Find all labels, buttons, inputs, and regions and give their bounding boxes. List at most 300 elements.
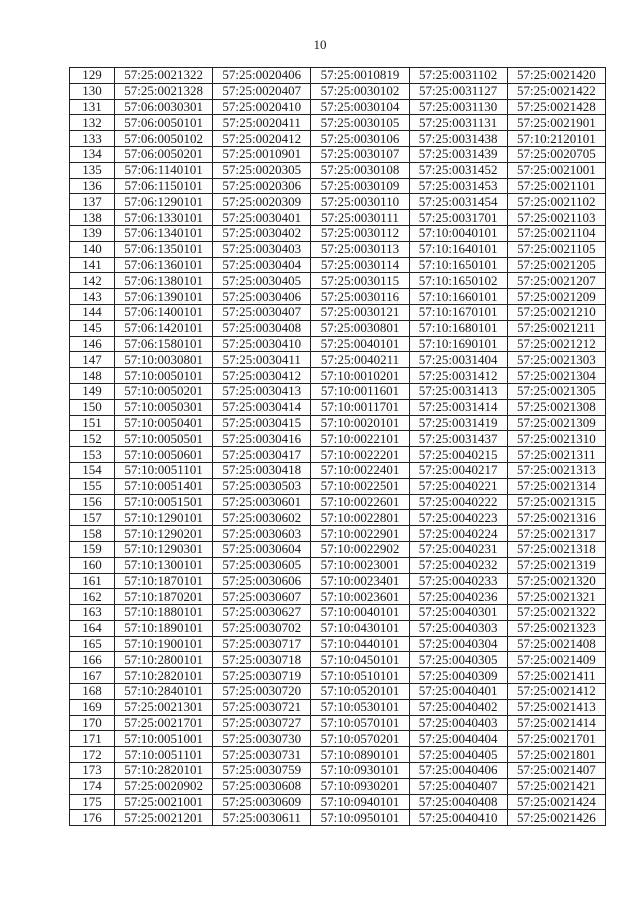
- code-cell: 57:25:0040402: [409, 699, 507, 715]
- table-row: [70, 131, 606, 147]
- row-number-cell: 135: [70, 162, 115, 178]
- table-row: [70, 383, 606, 399]
- table-body: [70, 68, 606, 826]
- code-cell: 57:25:0021311: [507, 447, 605, 463]
- table-row: [70, 304, 606, 320]
- page-number: 10: [313, 37, 327, 52]
- table-row: [70, 715, 606, 731]
- row-number-cell: 167: [70, 668, 115, 684]
- table-row: [70, 478, 606, 494]
- code-cell: 57:06:1140101: [115, 162, 213, 178]
- code-cell: 57:25:0031412: [409, 368, 507, 384]
- code-cell: 57:25:0040401: [409, 684, 507, 700]
- code-cell: 57:25:0040309: [409, 668, 507, 684]
- row-number-cell: 140: [70, 241, 115, 257]
- code-cell: 57:25:0030719: [213, 668, 311, 684]
- code-cell: 57:10:0023401: [311, 573, 409, 589]
- code-cell: 57:25:0030503: [213, 478, 311, 494]
- code-cell: 57:25:0021101: [507, 178, 605, 194]
- table-row: [70, 494, 606, 510]
- code-cell: 57:25:0021103: [507, 210, 605, 226]
- code-cell: 57:25:0040101: [311, 336, 409, 352]
- code-cell: 57:25:0021308: [507, 399, 605, 415]
- code-cell: 57:10:0011601: [311, 383, 409, 399]
- row-number-cell: 138: [70, 210, 115, 226]
- code-cell: 57:25:0030106: [311, 131, 409, 147]
- table-row: [70, 431, 606, 447]
- code-cell: 57:10:0051401: [115, 478, 213, 494]
- code-cell: 57:10:0020101: [311, 415, 409, 431]
- row-number-cell: 133: [70, 131, 115, 147]
- code-cell: 57:25:0021207: [507, 273, 605, 289]
- code-cell: 57:10:1650102: [409, 273, 507, 289]
- row-number-cell: 162: [70, 589, 115, 605]
- table-row: [70, 731, 606, 747]
- code-cell: 57:06:1330101: [115, 210, 213, 226]
- code-cell: 57:10:0440101: [311, 636, 409, 652]
- code-cell: 57:10:2840101: [115, 684, 213, 700]
- table-row: [70, 146, 606, 162]
- table-row: [70, 178, 606, 194]
- code-cell: 57:25:0040217: [409, 462, 507, 478]
- code-cell: 57:10:1670101: [409, 304, 507, 320]
- code-cell: 57:25:0021321: [507, 589, 605, 605]
- code-cell: 57:25:0030408: [213, 320, 311, 336]
- code-cell: 57:25:0030404: [213, 257, 311, 273]
- code-cell: 57:25:0031438: [409, 131, 507, 147]
- code-cell: 57:25:0030717: [213, 636, 311, 652]
- table-row: [70, 115, 606, 131]
- code-cell: 57:06:1360101: [115, 257, 213, 273]
- code-cell: 57:25:0040408: [409, 794, 507, 810]
- code-cell: 57:25:0031131: [409, 115, 507, 131]
- row-number-cell: 156: [70, 494, 115, 510]
- code-cell: 57:10:0950101: [311, 810, 409, 826]
- code-cell: 57:25:0030405: [213, 273, 311, 289]
- code-cell: 57:25:0031437: [409, 431, 507, 447]
- code-cell: 57:25:0020309: [213, 194, 311, 210]
- code-cell: 57:25:0040223: [409, 510, 507, 526]
- row-number-cell: 154: [70, 462, 115, 478]
- code-cell: 57:10:1870201: [115, 589, 213, 605]
- code-cell: 57:25:0040404: [409, 731, 507, 747]
- code-cell: 57:25:0040211: [311, 352, 409, 368]
- row-number-cell: 146: [70, 336, 115, 352]
- table-row: [70, 747, 606, 763]
- code-cell: 57:25:0021310: [507, 431, 605, 447]
- table-row: [70, 257, 606, 273]
- code-cell: 57:25:0020406: [213, 68, 311, 84]
- code-cell: 57:10:0940101: [311, 794, 409, 810]
- code-cell: 57:25:0030105: [311, 115, 409, 131]
- code-cell: 57:25:0021701: [507, 731, 605, 747]
- row-number-cell: 166: [70, 652, 115, 668]
- code-cell: 57:25:0040233: [409, 573, 507, 589]
- code-cell: 57:25:0030611: [213, 810, 311, 826]
- code-cell: 57:10:0022101: [311, 431, 409, 447]
- code-cell: 57:25:0030721: [213, 699, 311, 715]
- code-cell: 57:25:0021205: [507, 257, 605, 273]
- code-cell: 57:25:0030110: [311, 194, 409, 210]
- code-cell: 57:25:0021314: [507, 478, 605, 494]
- table-row: [70, 684, 606, 700]
- row-number-cell: 150: [70, 399, 115, 415]
- code-cell: 57:25:0031453: [409, 178, 507, 194]
- code-cell: 57:06:1580101: [115, 336, 213, 352]
- row-number-cell: 171: [70, 731, 115, 747]
- code-cell: 57:25:0021428: [507, 99, 605, 115]
- table-row: [70, 162, 606, 178]
- code-cell: 57:06:1290101: [115, 194, 213, 210]
- table-row: [70, 241, 606, 257]
- code-cell: 57:25:0010819: [311, 68, 409, 84]
- table-row: [70, 83, 606, 99]
- table-row: [70, 541, 606, 557]
- row-number-cell: 147: [70, 352, 115, 368]
- code-cell: 57:25:0030727: [213, 715, 311, 731]
- code-cell: 57:25:0021305: [507, 383, 605, 399]
- code-cell: 57:10:0450101: [311, 652, 409, 668]
- code-cell: 57:10:0050201: [115, 383, 213, 399]
- code-cell: 57:25:0030115: [311, 273, 409, 289]
- code-cell: 57:10:0022401: [311, 462, 409, 478]
- code-cell: 57:25:0021422: [507, 83, 605, 99]
- code-cell: 57:10:0520101: [311, 684, 409, 700]
- code-cell: 57:10:0030801: [115, 352, 213, 368]
- code-cell: 57:25:0021413: [507, 699, 605, 715]
- code-cell: 57:25:0021424: [507, 794, 605, 810]
- row-number-cell: 157: [70, 510, 115, 526]
- code-cell: 57:25:0030416: [213, 431, 311, 447]
- code-cell: 57:25:0030104: [311, 99, 409, 115]
- code-cell: 57:10:0050501: [115, 431, 213, 447]
- row-number-cell: 161: [70, 573, 115, 589]
- code-cell: 57:10:1890101: [115, 620, 213, 636]
- code-cell: 57:25:0030602: [213, 510, 311, 526]
- row-number-cell: 136: [70, 178, 115, 194]
- table-row: [70, 699, 606, 715]
- table-row: [70, 225, 606, 241]
- code-cell: 57:25:0031414: [409, 399, 507, 415]
- code-cell: 57:25:0030121: [311, 304, 409, 320]
- code-cell: 57:25:0030112: [311, 225, 409, 241]
- code-cell: 57:25:0021105: [507, 241, 605, 257]
- row-number-cell: 144: [70, 304, 115, 320]
- code-cell: 57:25:0021322: [507, 605, 605, 621]
- table-row: [70, 352, 606, 368]
- code-cell: 57:10:0022902: [311, 541, 409, 557]
- code-cell: 57:25:0040410: [409, 810, 507, 826]
- table-row: [70, 605, 606, 621]
- code-cell: 57:25:0031127: [409, 83, 507, 99]
- code-cell: 57:25:0030406: [213, 289, 311, 305]
- row-number-cell: 159: [70, 541, 115, 557]
- code-cell: 57:25:0030411: [213, 352, 311, 368]
- code-cell: 57:10:1290201: [115, 526, 213, 542]
- code-cell: 57:25:0021001: [115, 794, 213, 810]
- code-cell: 57:25:0030109: [311, 178, 409, 194]
- code-cell: 57:25:0020305: [213, 162, 311, 178]
- code-cell: 57:25:0040236: [409, 589, 507, 605]
- code-cell: 57:10:0530101: [311, 699, 409, 715]
- table-row: [70, 620, 606, 636]
- row-number-cell: 168: [70, 684, 115, 700]
- row-number-cell: 141: [70, 257, 115, 273]
- code-cell: 57:25:0040301: [409, 605, 507, 621]
- table-row: [70, 194, 606, 210]
- code-cell: 57:25:0040403: [409, 715, 507, 731]
- code-cell: 57:25:0021322: [115, 68, 213, 84]
- code-cell: 57:25:0040407: [409, 778, 507, 794]
- code-cell: 57:10:2820101: [115, 763, 213, 779]
- code-cell: 57:25:0030702: [213, 620, 311, 636]
- code-cell: 57:10:1690101: [409, 336, 507, 352]
- code-cell: 57:10:2820101: [115, 668, 213, 684]
- code-cell: 57:25:0030605: [213, 557, 311, 573]
- code-cell: 57:25:0021102: [507, 194, 605, 210]
- code-cell: 57:10:0022601: [311, 494, 409, 510]
- code-cell: 57:25:0030718: [213, 652, 311, 668]
- code-cell: 57:25:0031413: [409, 383, 507, 399]
- code-cell: 57:10:0051501: [115, 494, 213, 510]
- code-cell: 57:25:0021801: [507, 747, 605, 763]
- row-number-cell: 129: [70, 68, 115, 84]
- code-cell: 57:25:0021309: [507, 415, 605, 431]
- code-cell: 57:25:0021318: [507, 541, 605, 557]
- code-cell: 57:25:0021409: [507, 652, 605, 668]
- code-cell: 57:25:0021901: [507, 115, 605, 131]
- code-cell: 57:10:0570101: [311, 715, 409, 731]
- row-number-cell: 172: [70, 747, 115, 763]
- code-cell: 57:10:0040101: [409, 225, 507, 241]
- code-cell: 57:25:0021211: [507, 320, 605, 336]
- code-cell: 57:10:0010201: [311, 368, 409, 384]
- code-cell: 57:06:0050201: [115, 146, 213, 162]
- code-cell: 57:06:1150101: [115, 178, 213, 194]
- table-row: [70, 668, 606, 684]
- table-row: [70, 399, 606, 415]
- code-cell: 57:25:0030417: [213, 447, 311, 463]
- code-cell: 57:25:0030415: [213, 415, 311, 431]
- code-cell: 57:25:0030108: [311, 162, 409, 178]
- cadastral-codes-table: [69, 67, 606, 826]
- code-cell: 57:10:0022901: [311, 526, 409, 542]
- code-cell: 57:25:0030603: [213, 526, 311, 542]
- row-number-cell: 173: [70, 763, 115, 779]
- code-cell: 57:06:1420101: [115, 320, 213, 336]
- code-cell: 57:10:0022501: [311, 478, 409, 494]
- row-number-cell: 139: [70, 225, 115, 241]
- code-cell: 57:25:0020411: [213, 115, 311, 131]
- table-row: [70, 794, 606, 810]
- code-cell: 57:25:0030627: [213, 605, 311, 621]
- row-number-cell: 155: [70, 478, 115, 494]
- code-cell: 57:10:1660101: [409, 289, 507, 305]
- code-cell: 57:06:1380101: [115, 273, 213, 289]
- table-row: [70, 415, 606, 431]
- code-cell: 57:10:0022201: [311, 447, 409, 463]
- code-cell: 57:10:1290301: [115, 541, 213, 557]
- row-number-cell: 153: [70, 447, 115, 463]
- code-cell: 57:25:0030407: [213, 304, 311, 320]
- code-cell: 57:25:0030113: [311, 241, 409, 257]
- code-cell: 57:25:0020902: [115, 778, 213, 794]
- code-cell: 57:25:0031102: [409, 68, 507, 84]
- row-number-cell: 142: [70, 273, 115, 289]
- code-cell: 57:25:0021421: [507, 778, 605, 794]
- code-cell: 57:25:0030609: [213, 794, 311, 810]
- row-number-cell: 145: [70, 320, 115, 336]
- code-cell: 57:25:0021303: [507, 352, 605, 368]
- code-cell: 57:10:0040101: [311, 605, 409, 621]
- code-cell: 57:25:0021209: [507, 289, 605, 305]
- code-cell: 57:25:0031701: [409, 210, 507, 226]
- code-cell: 57:06:0050101: [115, 115, 213, 131]
- code-cell: 57:25:0021001: [507, 162, 605, 178]
- row-number-cell: 165: [70, 636, 115, 652]
- code-cell: 57:25:0021317: [507, 526, 605, 542]
- code-cell: 57:25:0021407: [507, 763, 605, 779]
- row-number-cell: 174: [70, 778, 115, 794]
- table-row: [70, 810, 606, 826]
- code-cell: 57:25:0021420: [507, 68, 605, 84]
- code-cell: 57:25:0020407: [213, 83, 311, 99]
- row-number-cell: 143: [70, 289, 115, 305]
- row-number-cell: 170: [70, 715, 115, 731]
- code-cell: 57:25:0040231: [409, 541, 507, 557]
- code-cell: 57:25:0021412: [507, 684, 605, 700]
- code-cell: 57:25:0020306: [213, 178, 311, 194]
- table-row: [70, 573, 606, 589]
- row-number-cell: 158: [70, 526, 115, 542]
- code-cell: 57:25:0031404: [409, 352, 507, 368]
- code-cell: 57:25:0021319: [507, 557, 605, 573]
- row-number-cell: 148: [70, 368, 115, 384]
- code-cell: 57:10:0023601: [311, 589, 409, 605]
- code-cell: 57:25:0020705: [507, 146, 605, 162]
- table-row: [70, 289, 606, 305]
- table-row: [70, 447, 606, 463]
- code-cell: 57:10:0050401: [115, 415, 213, 431]
- row-number-cell: 176: [70, 810, 115, 826]
- code-cell: 57:06:0050102: [115, 131, 213, 147]
- code-cell: 57:10:0011701: [311, 399, 409, 415]
- code-cell: 57:25:0010901: [213, 146, 311, 162]
- table-row: [70, 763, 606, 779]
- row-number-cell: 130: [70, 83, 115, 99]
- code-cell: 57:10:0050601: [115, 447, 213, 463]
- code-cell: 57:25:0030801: [311, 320, 409, 336]
- row-number-cell: 149: [70, 383, 115, 399]
- code-cell: 57:10:0051101: [115, 747, 213, 763]
- code-cell: 57:10:1650101: [409, 257, 507, 273]
- code-cell: 57:25:0040222: [409, 494, 507, 510]
- code-cell: 57:25:0030414: [213, 399, 311, 415]
- code-cell: 57:06:1390101: [115, 289, 213, 305]
- code-cell: 57:10:1300101: [115, 557, 213, 573]
- code-cell: 57:25:0021328: [115, 83, 213, 99]
- row-number-cell: 134: [70, 146, 115, 162]
- code-cell: 57:25:0021313: [507, 462, 605, 478]
- code-cell: 57:25:0030402: [213, 225, 311, 241]
- code-cell: 57:25:0020410: [213, 99, 311, 115]
- code-cell: 57:25:0031452: [409, 162, 507, 178]
- table-row: [70, 636, 606, 652]
- table-row: [70, 589, 606, 605]
- code-cell: 57:10:0050101: [115, 368, 213, 384]
- row-number-cell: 175: [70, 794, 115, 810]
- code-cell: 57:10:1680101: [409, 320, 507, 336]
- code-cell: 57:25:0040405: [409, 747, 507, 763]
- code-cell: 57:10:0430101: [311, 620, 409, 636]
- code-cell: 57:10:0050301: [115, 399, 213, 415]
- code-cell: 57:25:0021315: [507, 494, 605, 510]
- code-cell: 57:10:2120101: [507, 131, 605, 147]
- table-row: [70, 99, 606, 115]
- code-cell: 57:10:0023001: [311, 557, 409, 573]
- code-cell: 57:10:0022801: [311, 510, 409, 526]
- code-cell: 57:10:1900101: [115, 636, 213, 652]
- row-number-cell: 160: [70, 557, 115, 573]
- code-cell: 57:10:1290101: [115, 510, 213, 526]
- code-cell: 57:25:0030111: [311, 210, 409, 226]
- code-cell: 57:25:0040215: [409, 447, 507, 463]
- table-row: [70, 462, 606, 478]
- table-row: [70, 336, 606, 352]
- code-cell: 57:06:1340101: [115, 225, 213, 241]
- code-cell: 57:25:0040305: [409, 652, 507, 668]
- code-cell: 57:25:0021323: [507, 620, 605, 636]
- code-cell: 57:10:0051101: [115, 462, 213, 478]
- code-cell: 57:25:0040224: [409, 526, 507, 542]
- code-cell: 57:25:0030401: [213, 210, 311, 226]
- code-cell: 57:25:0040232: [409, 557, 507, 573]
- code-cell: 57:25:0030731: [213, 747, 311, 763]
- table-row: [70, 368, 606, 384]
- code-cell: 57:25:0030607: [213, 589, 311, 605]
- code-cell: 57:10:1880101: [115, 605, 213, 621]
- table-row: [70, 652, 606, 668]
- code-cell: 57:10:0051001: [115, 731, 213, 747]
- table-row: [70, 210, 606, 226]
- code-cell: 57:25:0030412: [213, 368, 311, 384]
- code-cell: 57:25:0021201: [115, 810, 213, 826]
- table-row: [70, 273, 606, 289]
- code-cell: 57:25:0030720: [213, 684, 311, 700]
- row-number-cell: 132: [70, 115, 115, 131]
- row-number-cell: 131: [70, 99, 115, 115]
- table-row: [70, 526, 606, 542]
- code-cell: 57:10:1640101: [409, 241, 507, 257]
- code-cell: 57:10:0930201: [311, 778, 409, 794]
- row-number-cell: 163: [70, 605, 115, 621]
- code-cell: 57:25:0021426: [507, 810, 605, 826]
- code-cell: 57:25:0020412: [213, 131, 311, 147]
- code-cell: 57:25:0030604: [213, 541, 311, 557]
- table-row: [70, 320, 606, 336]
- code-cell: 57:10:1870101: [115, 573, 213, 589]
- code-cell: 57:25:0030403: [213, 241, 311, 257]
- table-row: [70, 557, 606, 573]
- code-cell: 57:25:0021210: [507, 304, 605, 320]
- code-cell: 57:25:0021411: [507, 668, 605, 684]
- code-cell: 57:25:0030413: [213, 383, 311, 399]
- code-cell: 57:25:0030759: [213, 763, 311, 779]
- code-cell: 57:10:0890101: [311, 747, 409, 763]
- code-cell: 57:06:0030301: [115, 99, 213, 115]
- code-cell: 57:25:0031439: [409, 146, 507, 162]
- code-cell: 57:25:0031419: [409, 415, 507, 431]
